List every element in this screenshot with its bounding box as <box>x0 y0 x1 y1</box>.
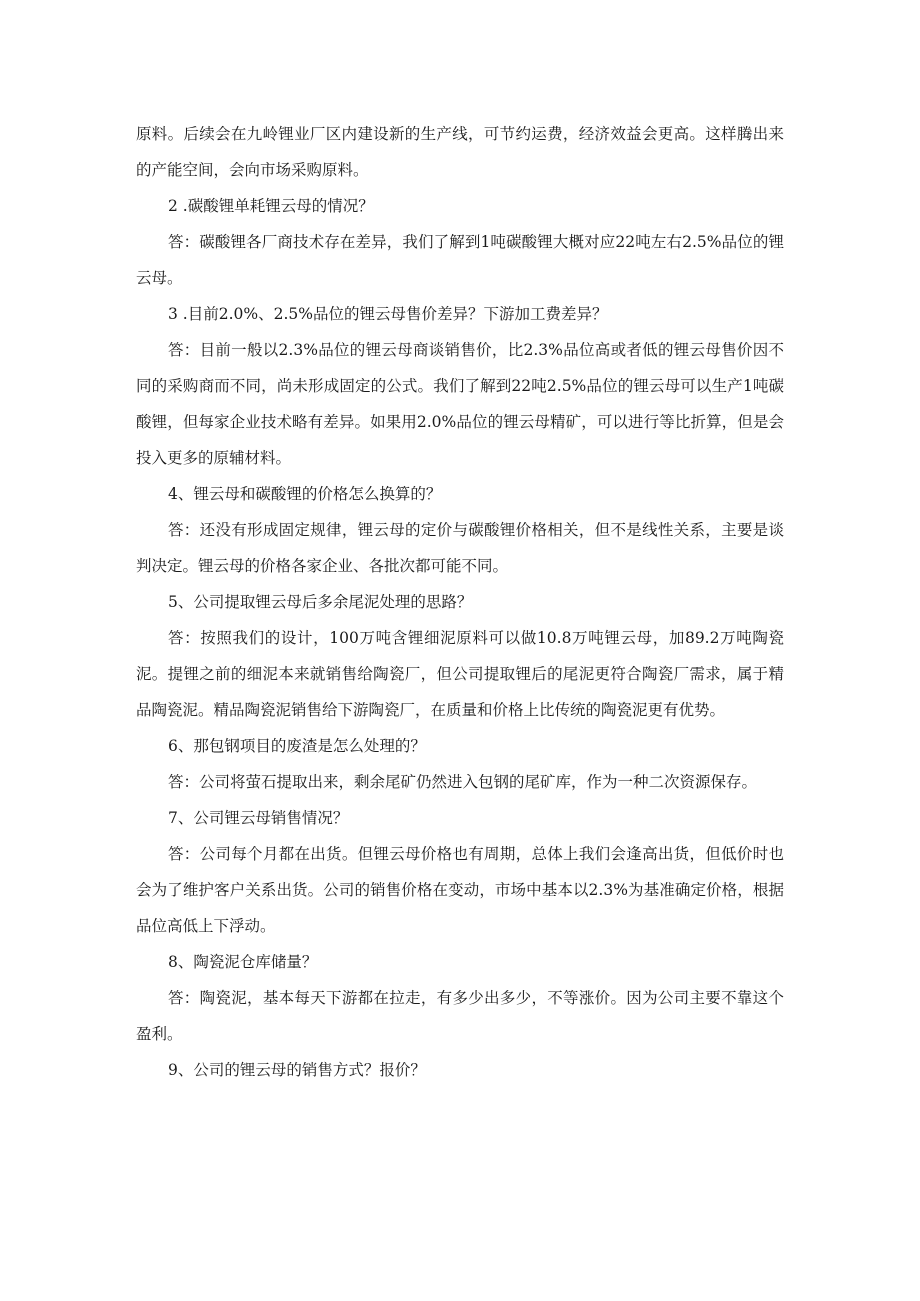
question-7: 7、公司锂云母销售情况？ <box>168 809 349 827</box>
answer-7: 答：公司每个月都在出货。但锂云母价格也有周期，总体上我们会逢高出货，但低价时也会为了维护客户关系出货。公司的销售价格在变动，市场中基本以2.3%为基准确定价格，根据品位高低上下浮动。 <box>136 845 784 935</box>
paragraph-continuation: 原料。后续会在九岭锂业厂区内建设新的生产线，可节约运费，经济效益会更高。这样腾出来的产能空间，会向市场采购原料。 <box>136 125 784 179</box>
question-6: 6、那包钢项目的废渣是怎么处理的？ <box>168 737 426 755</box>
document-body <box>136 116 784 1088</box>
question-5: 5、公司提取锂云母后多余尾泥处理的思路？ <box>168 593 473 611</box>
answer-6: 答：公司将萤石提取出来，剩余尾矿仍然进入包钢的尾矿库，作为一种二次资源保存。 <box>168 773 758 791</box>
question-8: 8、陶瓷泥仓库储量？ <box>168 953 318 971</box>
answer-5: 答：按照我们的设计，100万吨含锂细泥原料可以做10.8万吨锂云母，加89.2万吨陶瓷泥。提锂之前的细泥本来就销售给陶瓷厂，但公司提取锂后的尾泥更符合陶瓷厂需求，属于精品陶瓷泥。精品陶瓷泥销售给下游陶瓷厂，在质量和价格上比传统的陶瓷泥更有优势。 <box>136 629 784 719</box>
answer-2: 答：碳酸锂各厂商技术存在差异，我们了解到1吨碳酸锂大概对应22吨左右2.5%品位的锂云母。 <box>136 233 784 287</box>
question-9: 9、公司的锂云母的销售方式？报价？ <box>168 1061 426 1079</box>
question-3: 3 .目前2.0%、2.5%品位的锂云母售价差异？下游加工费差异？ <box>168 305 608 323</box>
question-4: 4、锂云母和碳酸锂的价格怎么换算的？ <box>168 485 442 503</box>
answer-3: 答：目前一般以2.3%品位的锂云母商谈销售价，比2.3%品位高或者低的锂云母售价因不同的采购商而不同，尚未形成固定的公式。我们了解到22吨2.5%品位的锂云母可以生产1吨碳酸锂，但每家企业技术略有差异。如果用2.0%品位的锂云母精矿，可以进行等比折算，但是会投入更多的原辅材料。 <box>136 341 784 467</box>
question-2: 2 .碳酸锂单耗锂云母的情况？ <box>168 197 374 215</box>
answer-8: 答：陶瓷泥，基本每天下游都在拉走，有多少出多少，不等涨价。因为公司主要不靠这个盈利。 <box>136 989 784 1043</box>
answer-4: 答：还没有形成固定规律，锂云母的定价与碳酸锂价格相关，但不是线性关系，主要是谈判决定。锂云母的价格各家企业、各批次都可能不同。 <box>136 521 784 575</box>
